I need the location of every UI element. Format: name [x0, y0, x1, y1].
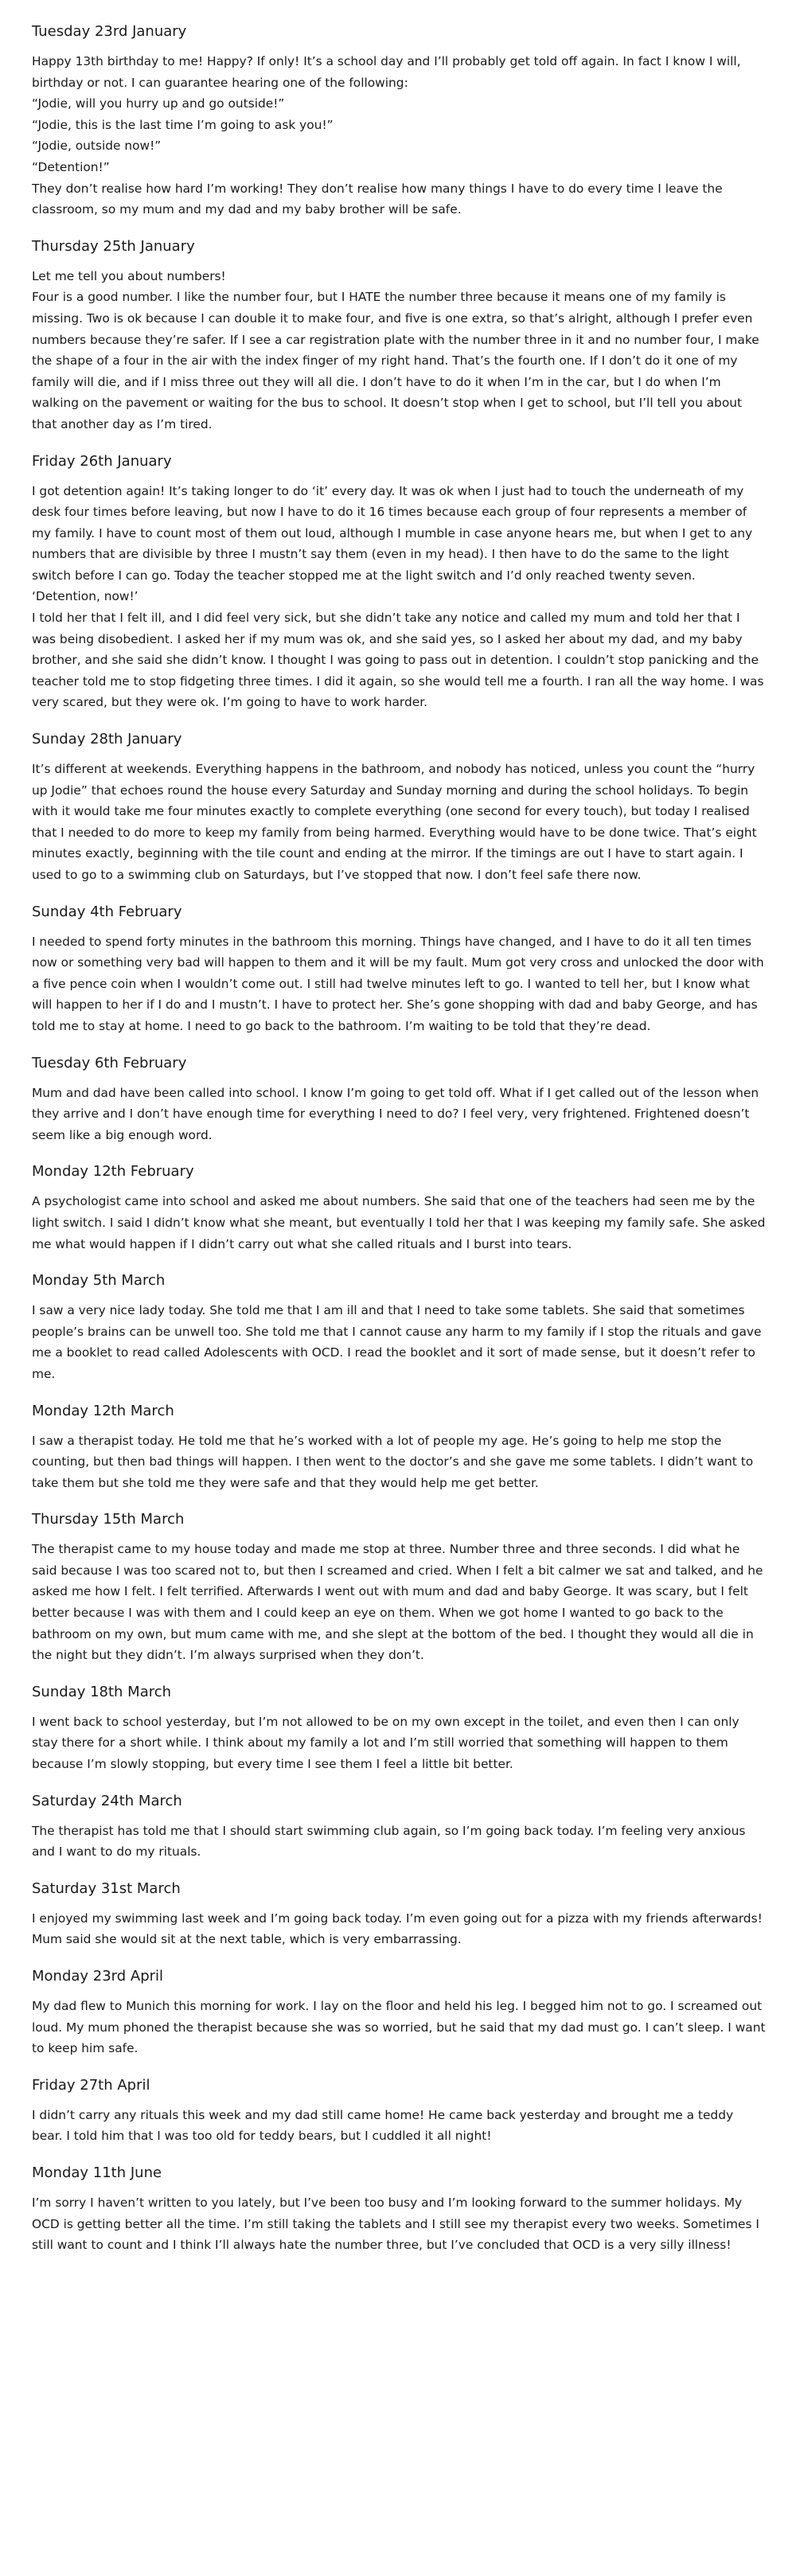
entry-date: Sunday 4th February [32, 903, 182, 920]
entry-paragraph: Let me tell you about numbers! [32, 268, 226, 283]
entry-body [32, 1083, 767, 1146]
diary-entry [32, 1510, 767, 1666]
entry-date: Thursday 25th January [32, 237, 195, 255]
entry-body [32, 266, 767, 435]
entry-body [32, 2105, 767, 2147]
entry-date: Monday 11th June [32, 2164, 162, 2181]
diary-entry [32, 1967, 767, 2059]
entry-paragraph: Happy 13th birthday to me! Happy? If only! It’s a school day and I’ll probably get told off again. In fact I know I will, birthday or not. I can guarantee hearing one of the following: [32, 54, 741, 90]
entry-paragraph: I got detention again! It’s taking longer to do ‘it’ every day. It was ok when I just had to touch the underneath of my desk four times before leaving, but now I have to do it 16 times because each group of four represents a member of my family. I have to count most of them out loud, although I mumble in case anyone hears me, but when I get to any numbers that are divisible by three I mustn’t say them (even in my head). I then have to do the same to the light switch before I can go. Today the teacher stopped me at the light switch and I’d only reached twenty seven. ‘Detention, now!’ [32, 483, 753, 604]
diary-entry [32, 1792, 767, 1863]
entry-date: Friday 26th January [32, 452, 172, 470]
entry-date: Monday 12th February [32, 1163, 194, 1181]
entry-date: Friday 27th April [32, 2076, 150, 2094]
entry-body [32, 1539, 767, 1666]
entry-paragraph: Four is a good number. I like the number four, but I HATE the number three because it means one of my family is missing. Two is ok because I can double it to make four, and five is one extra, so that’s alright, although I prefer even numbers because they’re safer. If I see a car registration plate with the number three in it and no number four, I make the shape of a four in the air with the index finger of my right hand. That’s the fourth one. If I don’t do it one of my family will die, and if I miss three out they will all die. I don’t have to do it when I’m in the car, but I do when I’m walking on the pavement or waiting for the bus to school. It doesn’t stop when I get to school, but I’ll tell you about that another day as I’m tired. [32, 290, 759, 431]
entry-body [32, 1908, 767, 1950]
entry-date: Tuesday 6th February [32, 1054, 187, 1071]
diary-entry [32, 1162, 767, 1255]
entry-paragraph: “Detention!” [32, 159, 110, 174]
entry-date: Monday 12th March [32, 1402, 174, 1419]
entry-body [32, 1996, 767, 2059]
entry-paragraph: Mum and dad have been called into school. I know I’m going to get told off. What if I get called out of the lesson when they arrive and I don’t have enough time for everything I need to do? I feel very, very frightened. Frightened doesn’t seem like a big enough word. [32, 1085, 759, 1142]
entry-paragraph: I went back to school yesterday, but I’m not allowed to be on my own except in the toilet, and even then I can only stay there for a short while. I think about my family a lot and I’m still worried that something will happen to them because I’m slowly stopping, but every time I see them I feel a little bit better. [32, 1714, 739, 1772]
entry-date: Monday 5th March [32, 1272, 166, 1290]
entry-paragraph: The therapist came to my house today and made me stop at three. Number three and three seconds. I did what he said because I was too scared not to, but then I screamed and cried. When I felt a bit calmer we sat and talked, and he asked me how I felt. I felt terrified. Afterwards I went out with mum and dad and baby George. It was scary, but I felt better because I was with them and I could keep an eye on them. When we got home I wanted to go back to the bathroom on my own, but mum came with me, and she slept at the bottom of the bed. I thought they would all die in the night but they didn’t. I’m always surprised when they don’t. [32, 1542, 763, 1663]
diary-entry [32, 1054, 767, 1146]
entry-paragraph: They don’t realise how hard I’m working! They don’t realise how many things I have to do every time I leave the classroom, so my mum and my dad and my baby brother will be safe. [32, 181, 723, 217]
entry-date: Saturday 31st March [32, 1879, 181, 1897]
entry-date: Saturday 24th March [32, 1792, 182, 1809]
entry-body [32, 759, 767, 886]
entry-body [32, 1821, 767, 1863]
entry-body [32, 51, 767, 221]
entry-body [32, 481, 767, 714]
diary-entry [32, 452, 767, 714]
entry-paragraph: I needed to spend forty minutes in the bathroom this morning. Things have changed, and I have to do it all ten times now or something very bad will happen to them and it will be my fault. Mum got very cross and unlocked the door with a five pence coin when I wouldn’t come out. I still had twelve minutes left to go. I wanted to tell her, but I know what will happen to her if I do and I mustn’t. I have to protect her. She’s gone shopping with dad and baby George, and has told me to stay at home. I need to go back to the bathroom. I’m waiting to be told that they’re dead. [32, 934, 764, 1033]
entry-paragraph: I enjoyed my swimming last week and I’m going back today. I’m even going out for a pizza with my friends afterwards! Mum said she would sit at the next table, which is very embarrassing. [32, 1911, 763, 1947]
diary-entry [32, 1271, 767, 1384]
entry-paragraph: I’m sorry I haven’t written to you lately, but I’ve been too busy and I’m looking forward to the summer holidays. My OCD is getting better all the time. I’m still taking the tablets and I still see my therapist every two weeks. Sometimes I still want to count and I think I’ll always hate the number three, but I’ve concluded that OCD is a very silly illness! [32, 2195, 759, 2253]
entry-body [32, 1430, 767, 1494]
entry-paragraph: A psychologist came into school and asked me about numbers. She said that one of the teachers had seen me by the light switch. I said I didn’t know what she meant, but eventually I told her that I was keeping my family safe. She asked me what would happen if I didn’t carry out what she called rituals and I burst into tears. [32, 1194, 766, 1251]
diary-entry [32, 2164, 767, 2256]
diary-entry [32, 2076, 767, 2147]
entry-paragraph: The therapist has told me that I should start swimming club again, so I’m going back today. I’m feeling very anxious and I want to do my rituals. [32, 1823, 746, 1860]
entry-body [32, 1191, 767, 1255]
entry-paragraph: I told her that I felt ill, and I did feel very sick, but she didn’t take any notice and called my mum and told her that I was being disobedient. I asked her if my mum was ok, and she said yes, so I asked her about my dad, and my baby brother, and she said she didn’t know. I thought I was going to pass out in detention. I couldn’t stop panicking and the teacher told me to stop fidgeting three times. I did it again, so she would tell me a fourth. I ran all the way home. I was very scared, but they were ok. I’m going to have to work harder. [32, 611, 764, 710]
diary-entry [32, 1402, 767, 1494]
entry-paragraph: “Jodie, this is the last time I’m going to ask you!” [32, 117, 334, 132]
entry-date: Sunday 28th January [32, 731, 182, 748]
entry-date: Tuesday 23rd January [32, 23, 187, 40]
entry-body [32, 1300, 767, 1384]
entry-body [32, 1711, 767, 1775]
diary-entry [32, 22, 767, 221]
diary-entry [32, 1683, 767, 1775]
entry-date: Sunday 18th March [32, 1683, 172, 1700]
entry-paragraph: I saw a very nice lady today. She told me that I am ill and that I need to take some tablets. She said that sometimes people’s brains can be unwell too. She told me that I cannot cause any harm to my family if I stop the rituals and gave me a booklet to read called Adolescents with OCD. I read the booklet and it sort of made sense, but it doesn’t refer to me. [32, 1303, 762, 1381]
diary-entry [32, 237, 767, 435]
entry-paragraph: I saw a therapist today. He told me that he’s worked with a lot of people my age. He’s going to help me stop the counting, but then bad things will happen. I then went to the doctor’s and she gave me some tablets. I didn’t want to take them but she told me they were safe and that they would help me get better. [32, 1433, 754, 1490]
diary-entry [32, 903, 767, 1037]
entry-date: Monday 23rd April [32, 1968, 164, 1985]
entry-date: Thursday 15th March [32, 1511, 185, 1528]
entry-paragraph: “Jodie, will you hurry up and go outside!” [32, 96, 285, 111]
entry-paragraph: I didn’t carry any rituals this week and my dad still came home! He came back yesterday and brought me a teddy bear. I told him that I was too old for teddy bears, but I cuddled it all night! [32, 2107, 734, 2144]
entry-body [32, 931, 767, 1037]
entry-paragraph: My dad flew to Munich this morning for work. I lay on the floor and held his leg. I begged him not to go. I screamed out loud. My mum phoned the therapist because she was so worried, but he said that my dad must go. I can’t sleep. I want to keep him safe. [32, 1999, 766, 2056]
diary-entry [32, 1879, 767, 1950]
entry-paragraph: “Jodie, outside now!” [32, 139, 162, 154]
entry-body [32, 2192, 767, 2256]
entry-paragraph: It’s different at weekends. Everything happens in the bathroom, and nobody has noticed, unless you count the “hurry up Jodie” that echoes round the house every Saturday and Sunday morning and during the school holidays. To begin with it would take me four minutes exactly to complete everything (one second for every touch), but today I realised that I needed to do more to keep my family from being harmed. Everything would have to be done twice. That’s eight minutes exactly, beginning with the tile count and ending at the mirror. If the timings are out I have to start again. I used to go to a swimming club on Saturdays, but I’ve stopped that now. I don’t feel safe there now. [32, 762, 757, 882]
diary-entry [32, 730, 767, 886]
